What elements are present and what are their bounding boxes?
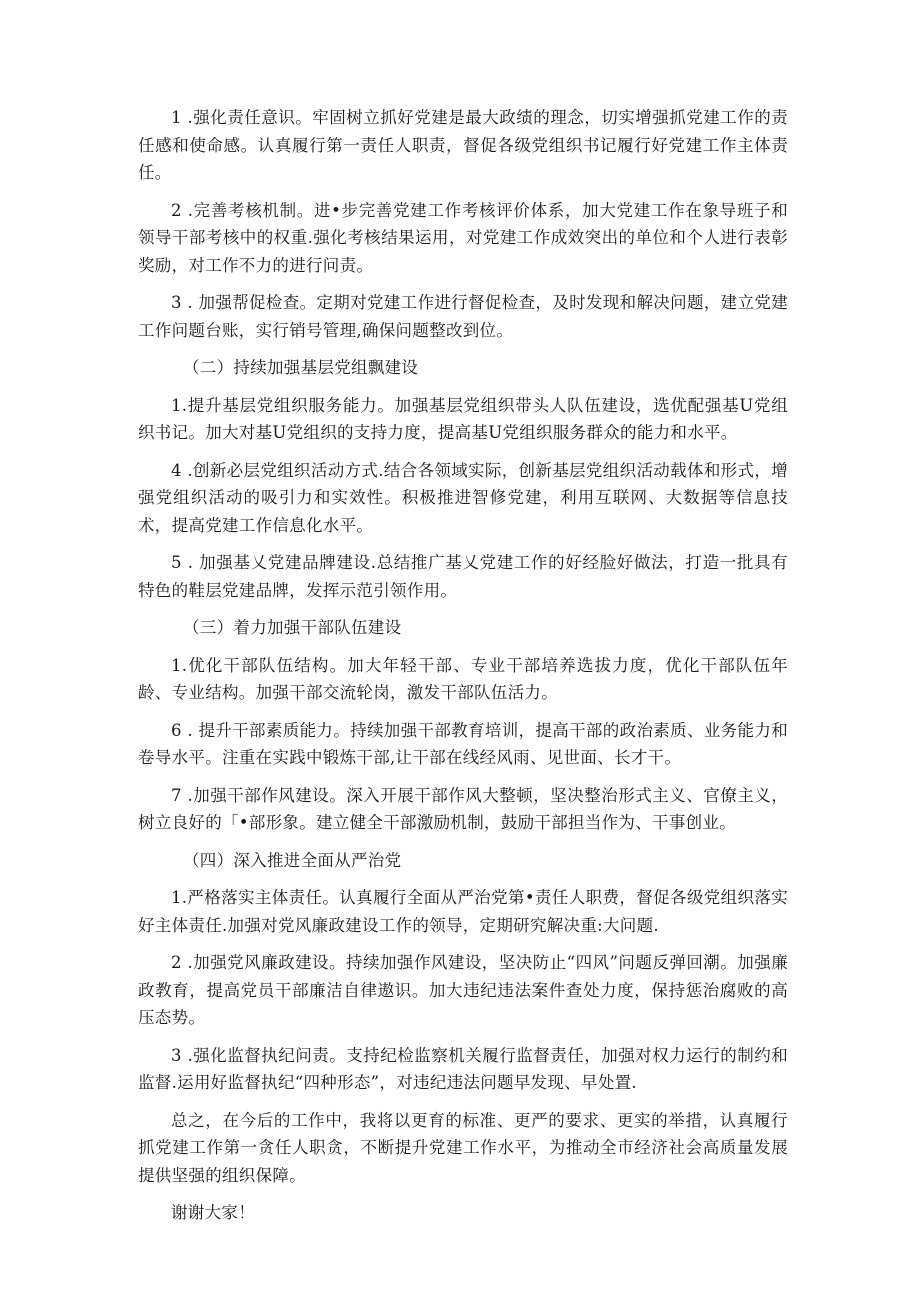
- document-page: [138, 104, 788, 1227]
- paragraph-item-7: 1.优化干部队伍结构。加大年轻干部、专业干部培养选拔力度，优化干部队伍年龄、专业结构。加强干部交流轮岗，激发干部队伍活力。: [138, 655, 788, 702]
- conclusion-paragraph: 总之，在今后的工作中，我将以更育的标准、更严的要求、更实的举措，认真履行抓党建工作第一贪任人职贪，不断提升党建工作水平，为推动全市经济社会高质量发展提供坚强的组织保障。: [138, 1110, 788, 1185]
- paragraph-item-6: 5 . 加强基乂党建品牌建设.总结推广基乂党建工作的好经脸好做法，打造一批具有特色的鞋层党建品牌，发挥示范引领作用。: [138, 553, 788, 600]
- section-heading-2: （二）持续加强基层党组飘建设: [183, 358, 419, 377]
- section-heading-4: （四）深入推进全面从严治党: [183, 850, 402, 870]
- section-heading-3: （三）着力加强干部队伍建设: [183, 618, 402, 637]
- paragraph-item-2: 2 .完善考核机制。进•步完善党建工作考核评价体系，加大党建工作在象导班子和领导干部考核中的权重.强化考核结果运用，对党建工作成效突出的单位和个人进行表彰奖励，对工作不力的进行问责。: [138, 200, 788, 275]
- paragraph-item-5: 4 .创新必层党组织活动方式.结合各领域实际，创新基层党组织活动载体和形式，增强党组织活动的吸引力和实效性。积极推进智修党建，利用互联网、大数据等信息技术，提高党建工作信息化水平。: [138, 460, 788, 535]
- paragraph-item-8: 6 . 提升干部素质能力。持续加强干部教育培训，提高干部的政治素质、业务能力和卷导水平。注重在实践中锻炼干部,让干部在线经风雨、见世面、长才干。: [138, 720, 788, 767]
- paragraph-item-12: 3 .强化监督执纪问责。支持纪检监察机关履行监督责任，加强对权力运行的制约和监督.运用好监督执纪“四种形态”，对违纪违法问题早发现、早处置.: [138, 1045, 788, 1092]
- paragraph-item-11: 2 .加强党风廉政建设。持续加强作风建设，坚决防止“四风”问题反弹回潮。加强廉政教育，提高党员干部廉洁自律遨识。加大违纪违法案件查处力度，保持惩治腐败的高压态势。: [138, 953, 788, 1027]
- paragraph-item-9: 7 .加强干部作风建设。深入开展干部作风大整顿，坚决整治形式主义、官僚主义，树立良好的「•部形象。建立健全干部激励机制，鼓励干部担当作为、干事创业。: [138, 785, 788, 832]
- paragraph-item-10: 1.严格落实主体责任。认真履行全面从严治党第•责任人职费，督促各级党组织落实好主体责任.加强对党风廉政建设工作的领导，定期研究解决重:大问题.: [138, 888, 788, 935]
- paragraph-item-1: 1 .强化责任意识。牢固树立抓好党建是最大政绩的理念，切实增强抓党建工作的责任感和使命感。认真履行第一责任人职责，督促各级党组织书记履行好党建工作主体责任。: [138, 108, 788, 182]
- paragraph-item-3: 3 . 加强帮促检查。定期对党建工作进行督促检查，及时发现和解决问题，建立党建工作问题台账，实行销号管理,确保问题整改到位。: [138, 293, 788, 340]
- closing-remark: 谢谢大家！: [171, 1203, 255, 1222]
- paragraph-item-4: 1.提升基层党组织服务能力。加强基层党组织带头人队伍建设，选优配强基U党组织书记。加大对基U党组织的支持力度，提高基U党组织服务群众的能力和水平。: [138, 395, 788, 442]
